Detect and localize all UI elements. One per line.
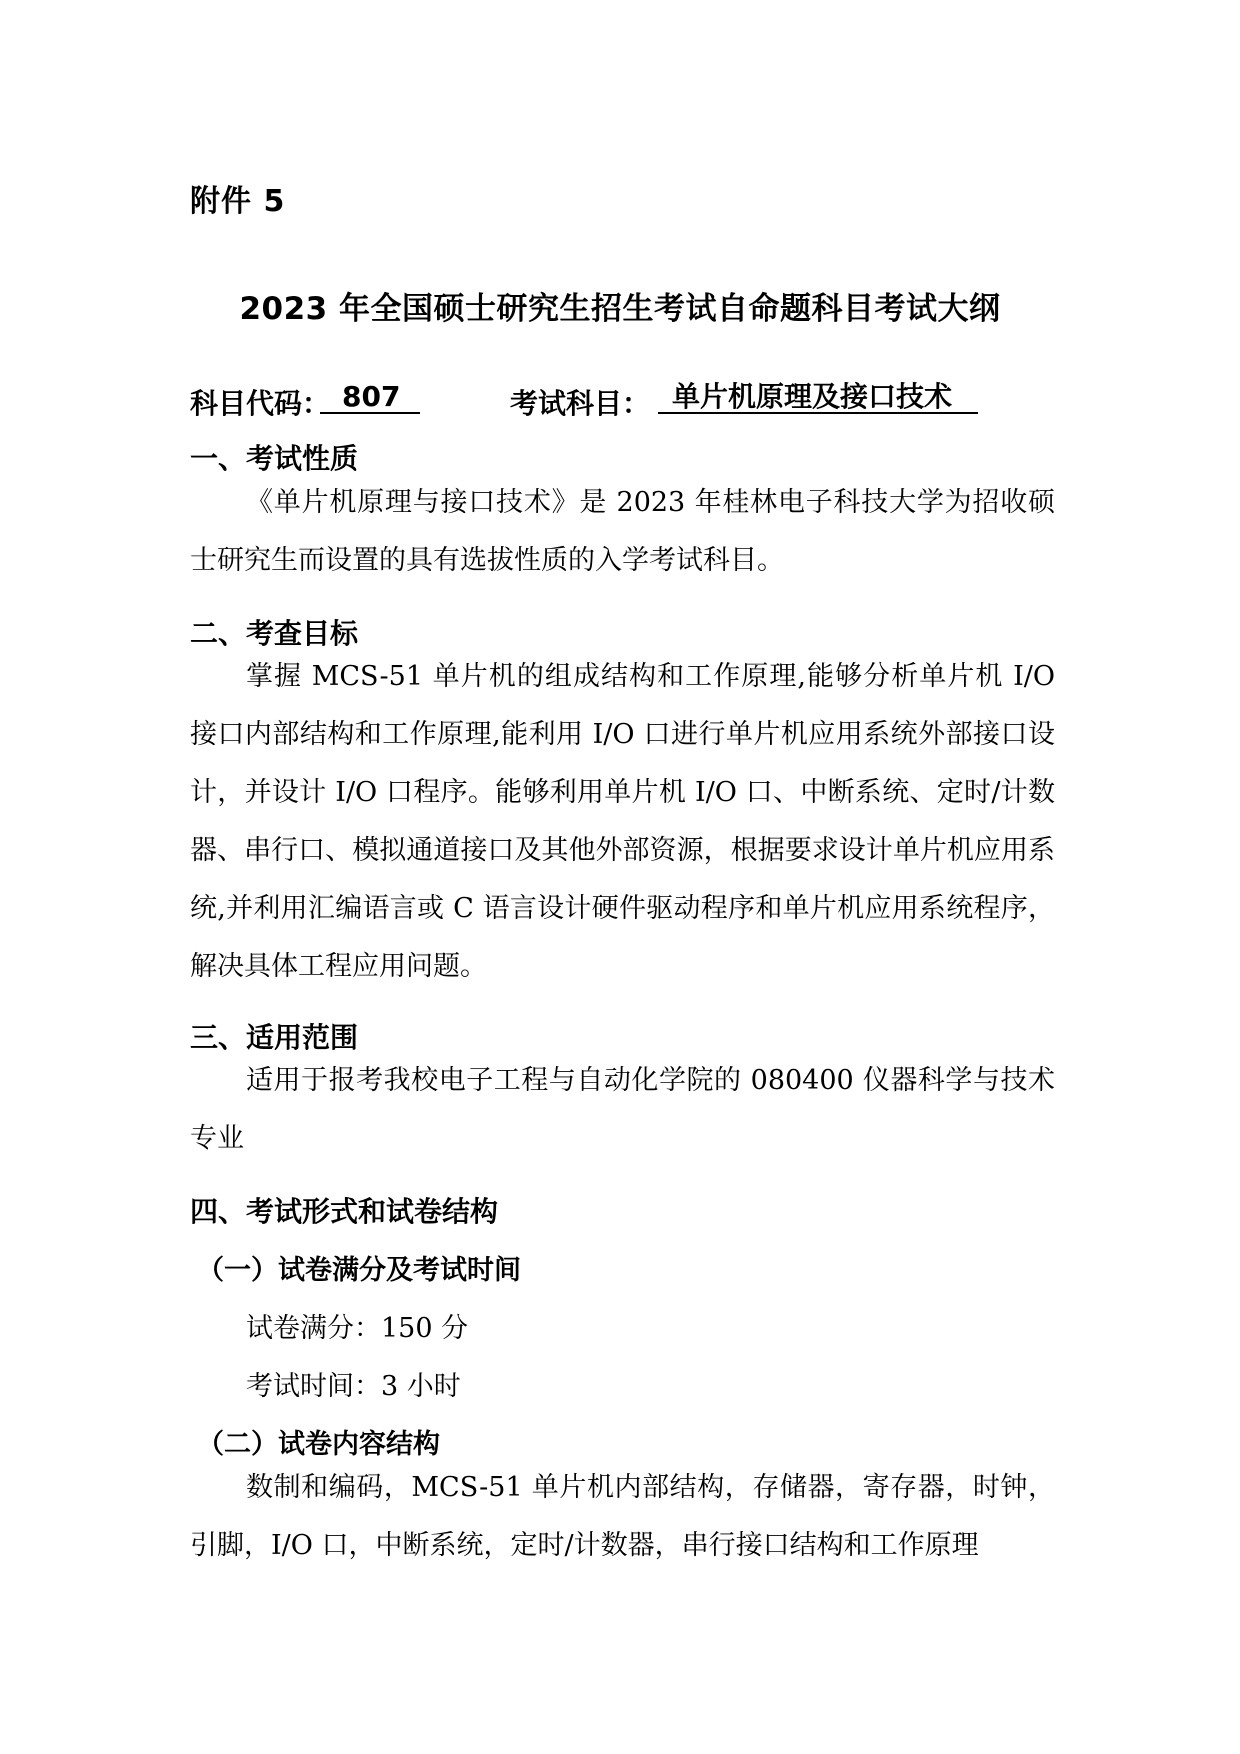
subsection-heading-score-time: （一）试卷满分及考试时间 [197,1255,521,1286]
document-title: 2023 年全国硕士研究生招生考试自命题科目考试大纲 [239,291,1001,327]
subject-name-value: 单片机原理及接口技术 [658,382,978,414]
section-heading-scope: 三、适用范围 [190,1021,359,1054]
exam-duration: 考试时间：3 小时 [246,1371,461,1402]
subsection-body-content: 数制和编码，MCS-51 单片机内部结构，存储器，寄存器，时钟，引脚，I/O 口，中断系统，定时/计数器，串行接口结构和工作原理 [190,1472,1055,1561]
subsection-heading-content: （二）试卷内容结构 [197,1429,440,1460]
subject-name-label: 考试科目： [510,387,651,420]
section-heading-goals: 二、考查目标 [190,617,359,650]
section-heading-nature: 一、考试性质 [190,442,359,475]
section-body-goals: 掌握 MCS-51 单片机的组成结构和工作原理,能够分析单片机 I/O 接口内部结构和工作原理,能利用 I/O 口进行单片机应用系统外部接口设计，并设计 I/O 口程序。能够利用单片机 I/O 口、中断系统、定时/计数器、串行口、模拟通道接口及其他外部资源，根据要求设计单片机应用系统,并利用汇编语言或 C 语言设计硬件驱动程序和单片机应用系统程序，解决具体工程应用问题。 [190,661,1055,982]
section-heading-format: 四、考试形式和试卷结构 [190,1195,499,1228]
section-body-nature: 《单片机原理与接口技术》是 2023 年桂林电子科技大学为招收硕士研究生而设置的具有选拔性质的入学考试科目。 [190,487,1055,576]
subject-code-label: 科目代码： [190,387,331,420]
exam-full-score: 试卷满分：150 分 [246,1313,469,1344]
subject-code-value: 807 [320,382,420,414]
attachment-label: 附件 5 [190,184,286,219]
section-body-scope: 适用于报考我校电子工程与自动化学院的 080400 仪器科学与技术专业 [190,1065,1055,1154]
